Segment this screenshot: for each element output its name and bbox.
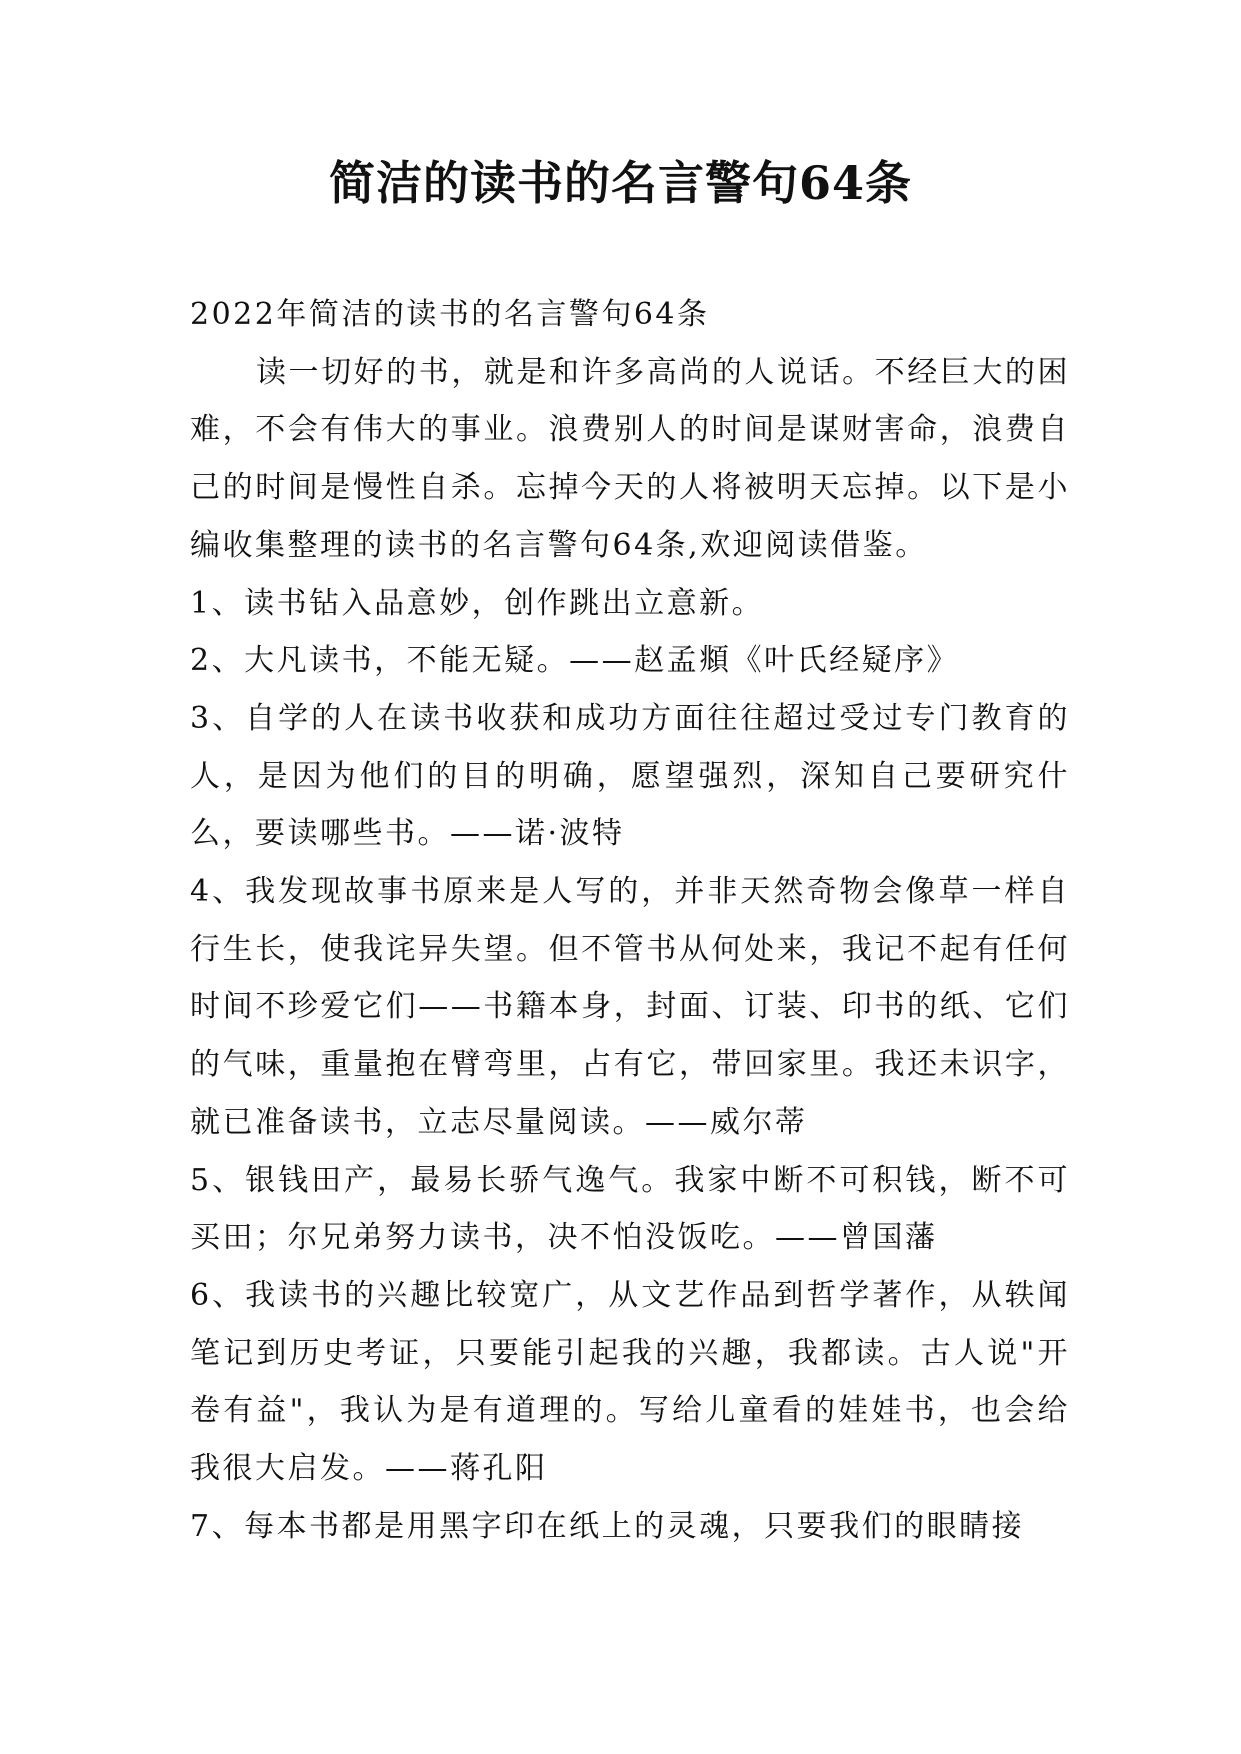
quote-item-2: 2、大凡读书，不能无疑。——赵孟頫《叶氏经疑序》	[190, 643, 960, 679]
quote-item-6: 6、我读书的兴趣比较宽广，从文艺作品到哲学著作，从轶闻笔记到历史考证，只要能引起我的兴趣，我都读。古人说"开卷有益"，我认为是有道理的。写给儿童看的娃娃书，也会给我很大启发。——蒋孔阳	[190, 1277, 1070, 1487]
document-body	[190, 286, 1070, 1555]
intro-paragraph: 读一切好的书，就是和许多高尚的人说话。不经巨大的困难，不会有伟大的事业。浪费别人的时间是谋财害命，浪费自己的时间是慢性自杀。忘掉今天的人将被明天忘掉。以下是小编收集整理的读书的名言警句64条,欢迎阅读借鉴。	[190, 354, 1070, 563]
document-subtitle: 2022年简洁的读书的名言警句64条	[190, 297, 710, 332]
quote-item-1: 1、读书钻入品意妙，创作跳出立意新。	[190, 585, 765, 621]
quote-item-3: 3、自学的人在读书收获和成功方面往往超过受过专门教育的人，是因为他们的目的明确，愿望强烈，深知自己要研究什么，要读哪些书。——诺·波特	[190, 700, 1070, 852]
quote-item-7: 7、每本书都是用黑字印在纸上的灵魂，只要我们的眼睛接	[190, 1508, 1025, 1544]
quote-item-5: 5、银钱田产，最易长骄气逸气。我家中断不可积钱，断不可买田；尔兄弟努力读书，决不怕没饭吃。——曾国藩	[190, 1162, 1070, 1256]
quote-item-4: 4、我发现故事书原来是人写的，并非天然奇物会像草一样自行生长，使我诧异失望。但不管书从何处来，我记不起有任何时间不珍爱它们——书籍本身，封面、订装、印书的纸、它们的气味，重量抱在臂弯里，占有它，带回家里。我还未识字，就已准备读书，立志尽量阅读。——威尔蒂	[190, 874, 1070, 1140]
document-title: 简洁的读书的名言警句64条	[328, 156, 912, 210]
